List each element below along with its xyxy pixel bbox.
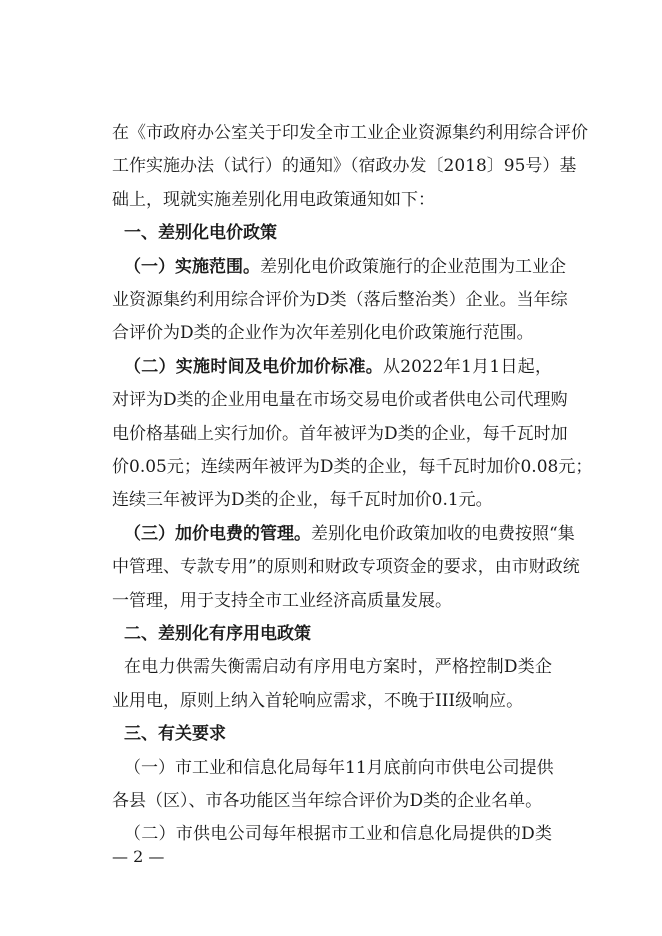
line-text: 一管理，用于支持全市工业经济高质量发展。 [112, 590, 452, 611]
text-line [112, 321, 552, 345]
text-line [112, 555, 580, 579]
line-text: 在《市政府办公室关于印发全市工业企业资源集约利用综合评价 [112, 123, 588, 143]
text-line [124, 822, 552, 846]
line-text: 从2022年1月1日起， [382, 356, 552, 377]
text-line [112, 288, 568, 312]
line-text: 差别化电价政策施行的企业范围为工业企 [260, 256, 566, 277]
bold-heading: （二）实施时间及电价加价标准。 [124, 356, 383, 377]
line-text: 连续三年被评为D类的企业，每千瓦时加价0.1元。 [112, 490, 493, 511]
bold-heading: 一、差别化电价政策 [124, 223, 277, 244]
line-text: 中管理、专款专用”的原则和财政专项资金的要求，由市财政统 [112, 557, 580, 578]
line-text: 在电力供需失衡需启动有序用电方案时，严格控制D类企 [124, 657, 552, 678]
line-text: 各县（区）、市各功能区当年综合评价为D类的企业名单。 [112, 791, 543, 811]
text-line [112, 422, 568, 446]
text-line [112, 488, 552, 512]
text-line [124, 355, 552, 379]
line-text: 业资源集约利用综合评价为D类（落后整治类）企业。当年综 [112, 290, 568, 310]
text-line [124, 622, 552, 646]
text-line [112, 589, 552, 613]
text-line [112, 121, 588, 145]
bold-heading: 三、有关要求 [124, 724, 226, 745]
line-text: 差别化电价政策加收的电费按照“集 [311, 523, 575, 544]
line-text: （一）市工业和信息化局每年11月底前向市供电公司提供 [124, 757, 554, 778]
text-line [124, 756, 552, 780]
line-text: 对评为D类的企业用电量在市场交易电价或者供电公司代理购 [112, 390, 568, 411]
text-line [124, 655, 552, 679]
bold-heading: （三）加价电费的管理。 [124, 523, 311, 544]
text-line [112, 388, 568, 412]
line-text: 工作实施办法（试行）的通知》（宿政办发〔2018〕95号）基 [112, 156, 577, 177]
text-line [112, 789, 552, 813]
line-text: （二）市供电公司每年根据市工业和信息化局提供的D类 [124, 824, 552, 845]
text-line [112, 455, 593, 479]
text-line [124, 221, 552, 245]
line-text: 合评价为D类的企业作为次年差别化电价政策施行范围。 [112, 323, 534, 344]
text-line [124, 522, 575, 546]
line-text: 电价格基础上实行加价。首年被评为D类的企业，每千瓦时加 [112, 423, 568, 444]
text-line [112, 188, 552, 212]
page-number: — 2 — [112, 847, 165, 866]
text-line [124, 255, 566, 279]
text-line [124, 722, 552, 746]
bold-heading: 二、差别化有序用电政策 [124, 624, 311, 644]
line-text: 础上，现就实施差别化用电政策通知如下： [112, 189, 435, 210]
text-line [112, 689, 552, 713]
line-text: 业用电，原则上纳入首轮响应需求，不晚于III级响应。 [112, 690, 524, 711]
bold-heading: （一）实施范围。 [124, 256, 260, 277]
line-text: 价0.05元；连续两年被评为D类的企业，每千瓦时加价0.08元； [112, 457, 593, 477]
text-line [112, 154, 577, 178]
